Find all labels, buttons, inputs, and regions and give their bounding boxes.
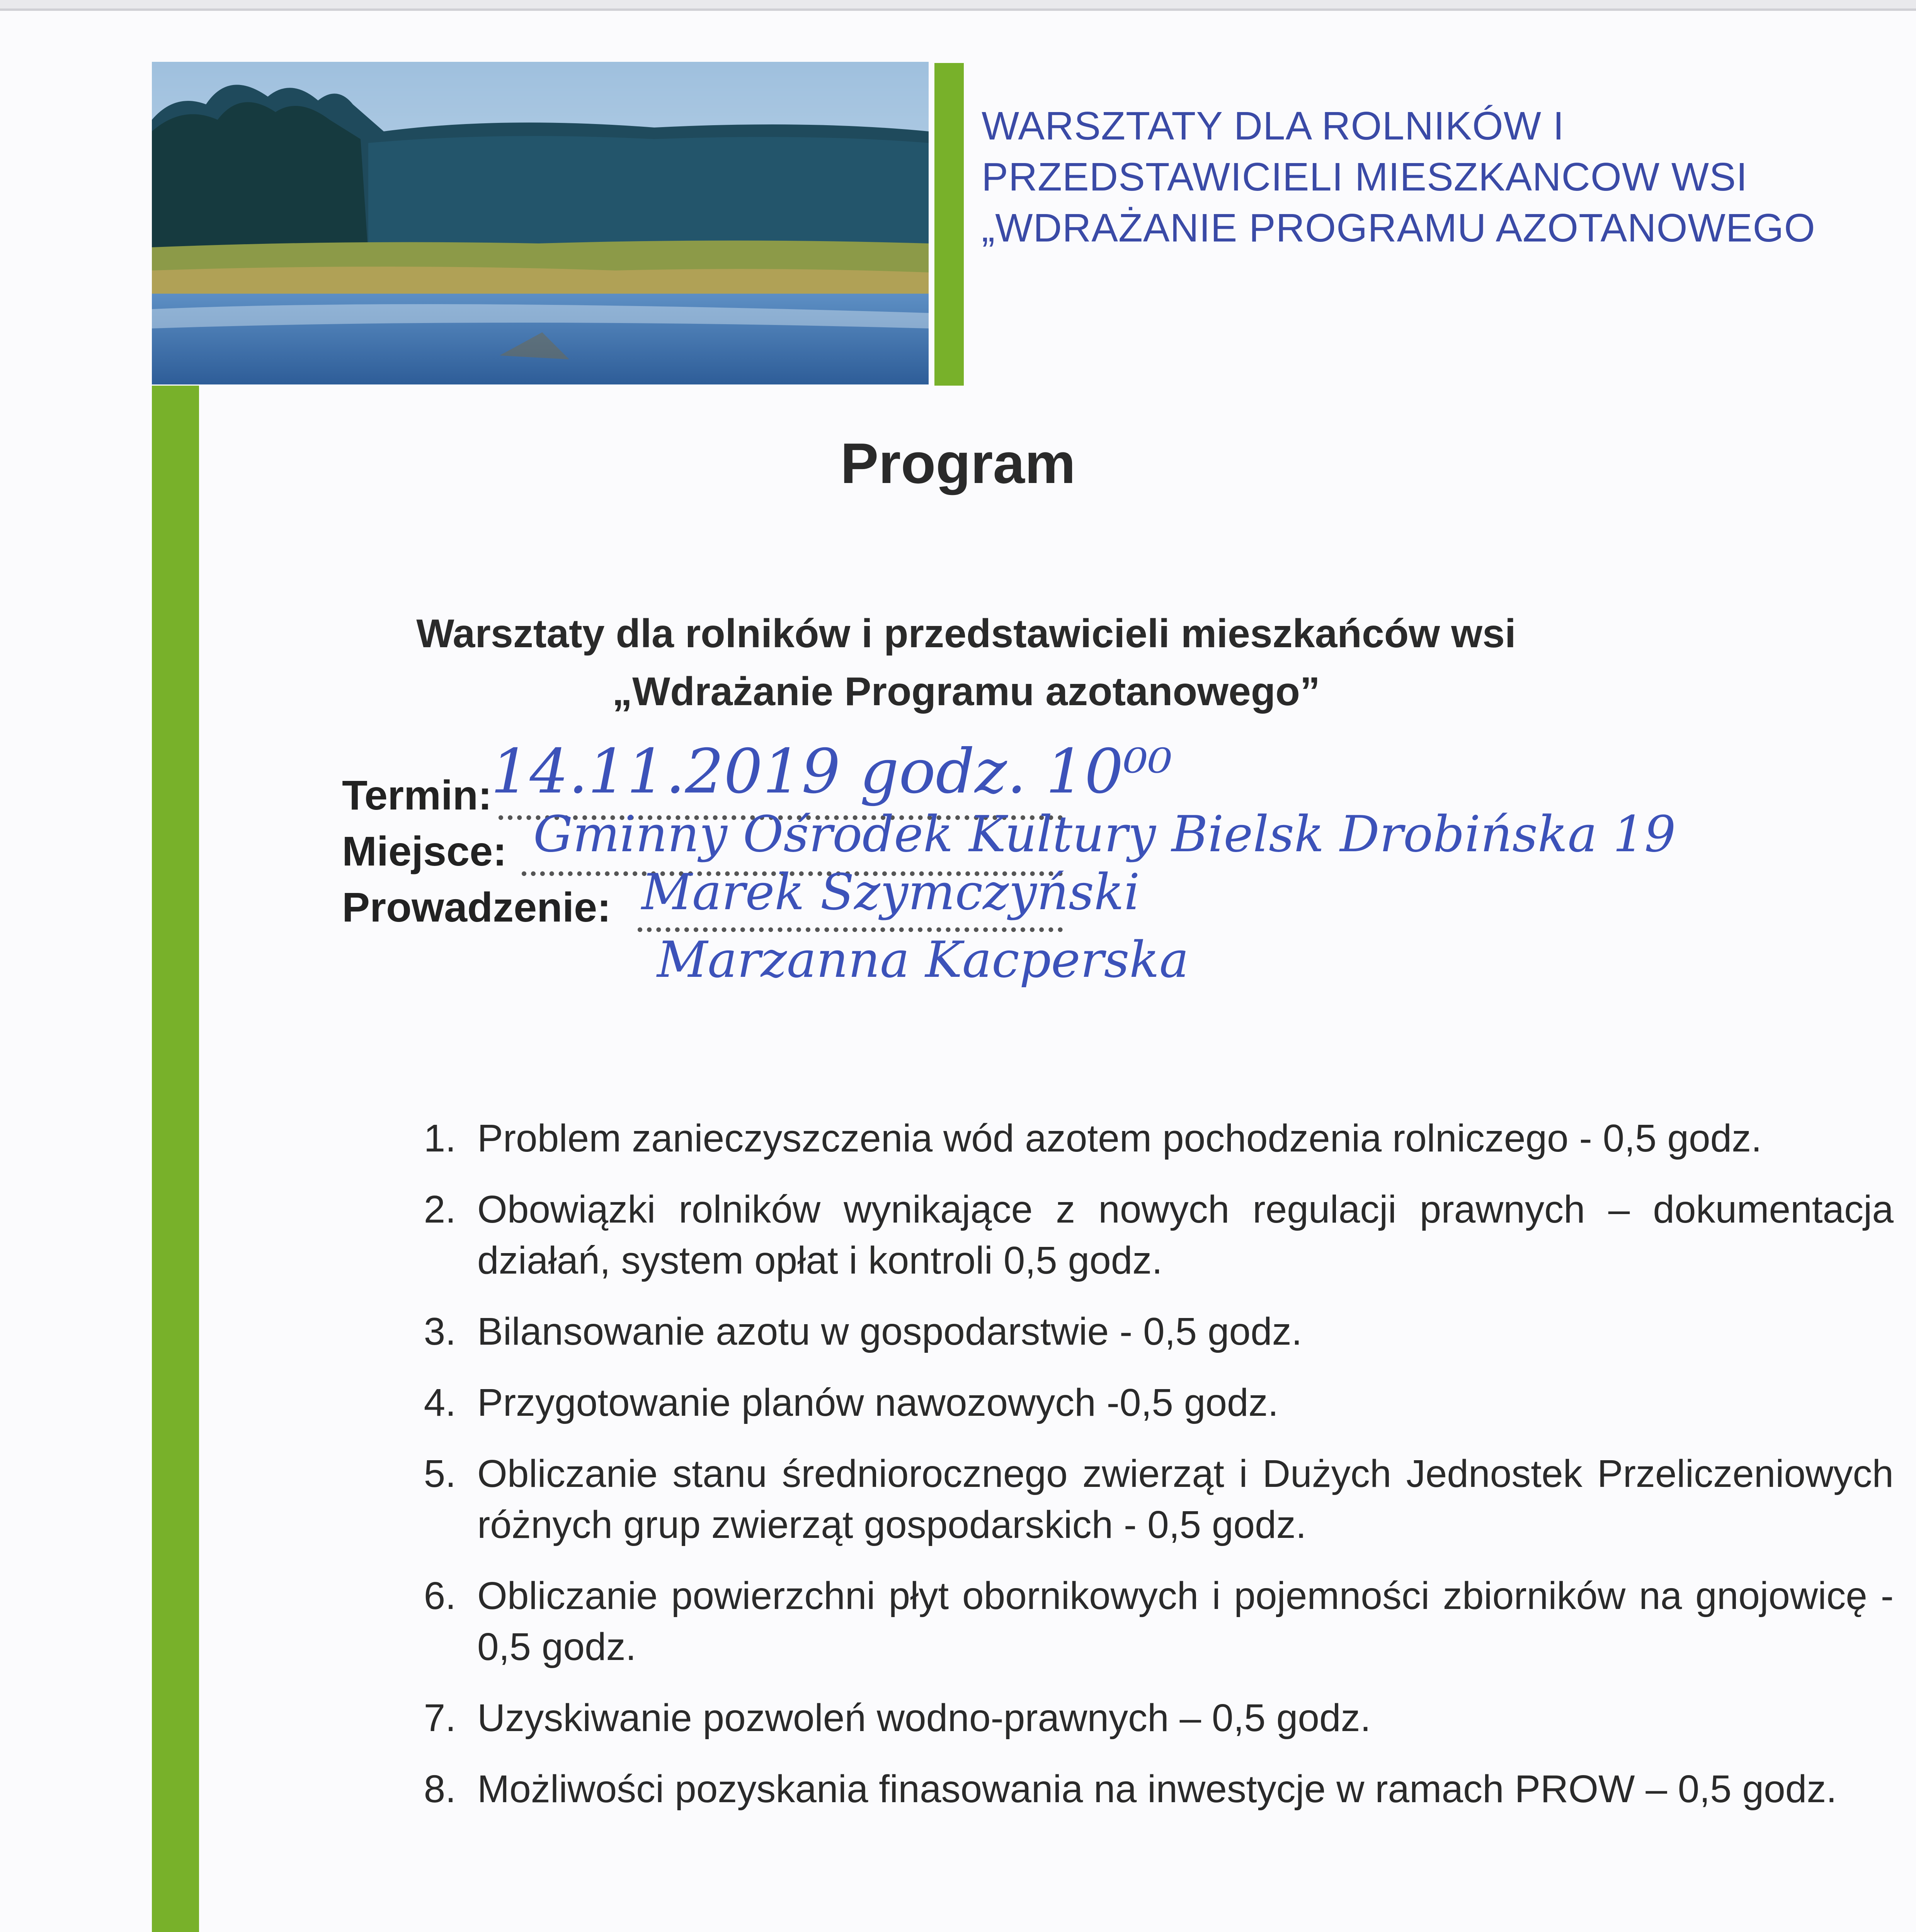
list-item xyxy=(394,1448,1894,1550)
list-item-text: Obliczanie stanu średniorocznego zwierząt i Dużych Jednostek Przeliczeniowych różnych grup zwierząt gospodarskich - 0,5 godz. xyxy=(477,1452,1894,1546)
list-item-number: 1. xyxy=(424,1117,456,1160)
header-title-line: „WDRAŻANIE PROGRAMU AZOTANOWEGO xyxy=(982,206,1816,250)
list-item-text: Przygotowanie planów nawozowych -0,5 godz. xyxy=(477,1381,1279,1424)
list-item-number: 6. xyxy=(424,1574,456,1617)
list-item-text: Obliczanie powierzchni płyt obornikowych i pojemności zbiorników na gnojowicę - 0,5 godz. xyxy=(477,1574,1894,1668)
prowadzenie-label: Prowadzenie: xyxy=(342,884,611,930)
list-item-number: 2. xyxy=(424,1188,456,1231)
miejsce-label: Miejsce: xyxy=(342,828,507,874)
landscape-photo xyxy=(152,62,929,384)
header-title xyxy=(982,100,1909,253)
list-item xyxy=(394,1184,1894,1286)
prowadzenie-value-2: Marzanna Kacperska xyxy=(657,931,1189,989)
list-item xyxy=(394,1377,1894,1428)
subtitle xyxy=(348,605,1584,721)
agenda-list xyxy=(394,1113,1894,1835)
list-item-text: Możliwości pozyskania finasowania na inwestycje w ramach PROW – 0,5 godz. xyxy=(477,1767,1837,1811)
list-item-text: Problem zanieczyszczenia wód azotem pochodzenia rolniczego - 0,5 godz. xyxy=(477,1117,1762,1160)
list-item xyxy=(394,1306,1894,1357)
header-title-line: WARSZTATY DLA ROLNIKÓW I xyxy=(982,104,1565,148)
list-item-text: Bilansowanie azotu w gospodarstwie - 0,5 godz. xyxy=(477,1310,1302,1353)
page-title: Program xyxy=(840,432,1076,495)
side-accent-bar xyxy=(152,386,199,1932)
scan-edge xyxy=(0,0,1916,11)
subtitle-line: Warsztaty dla rolników i przedstawicieli mieszkańców wsi xyxy=(416,611,1516,656)
header-accent-bar xyxy=(934,63,964,386)
list-item-number: 5. xyxy=(424,1452,456,1495)
list-item-number: 7. xyxy=(424,1696,456,1740)
list-item xyxy=(394,1692,1894,1743)
list-item xyxy=(394,1113,1894,1164)
header-title-line: PRZEDSTAWICIELI MIESZKANCOW WSI xyxy=(982,155,1748,199)
termin-label: Termin: xyxy=(342,772,492,818)
prowadzenie-value-1: Marek Szymczyński xyxy=(642,864,1140,921)
list-item-number: 8. xyxy=(424,1767,456,1811)
list-item-text: Obowiązki rolników wynikające z nowych regulacji prawnych – dokumentacja działań, system opłat i kontroli 0,5 godz. xyxy=(477,1188,1894,1282)
list-item xyxy=(394,1764,1894,1815)
list-item-text: Uzyskiwanie pozwoleń wodno-prawnych – 0,5 godz. xyxy=(477,1696,1371,1740)
miejsce-value: Gminny Ośrodek Kultury Bielsk Drobińska 19 xyxy=(533,806,1676,863)
list-item-number: 4. xyxy=(424,1381,456,1424)
list-item xyxy=(394,1570,1894,1672)
termin-value: 14.11.2019 godz. 10⁰⁰ xyxy=(491,736,1172,807)
list-item-number: 3. xyxy=(424,1310,456,1353)
subtitle-line: „Wdrażanie Programu azotanowego” xyxy=(612,669,1320,714)
